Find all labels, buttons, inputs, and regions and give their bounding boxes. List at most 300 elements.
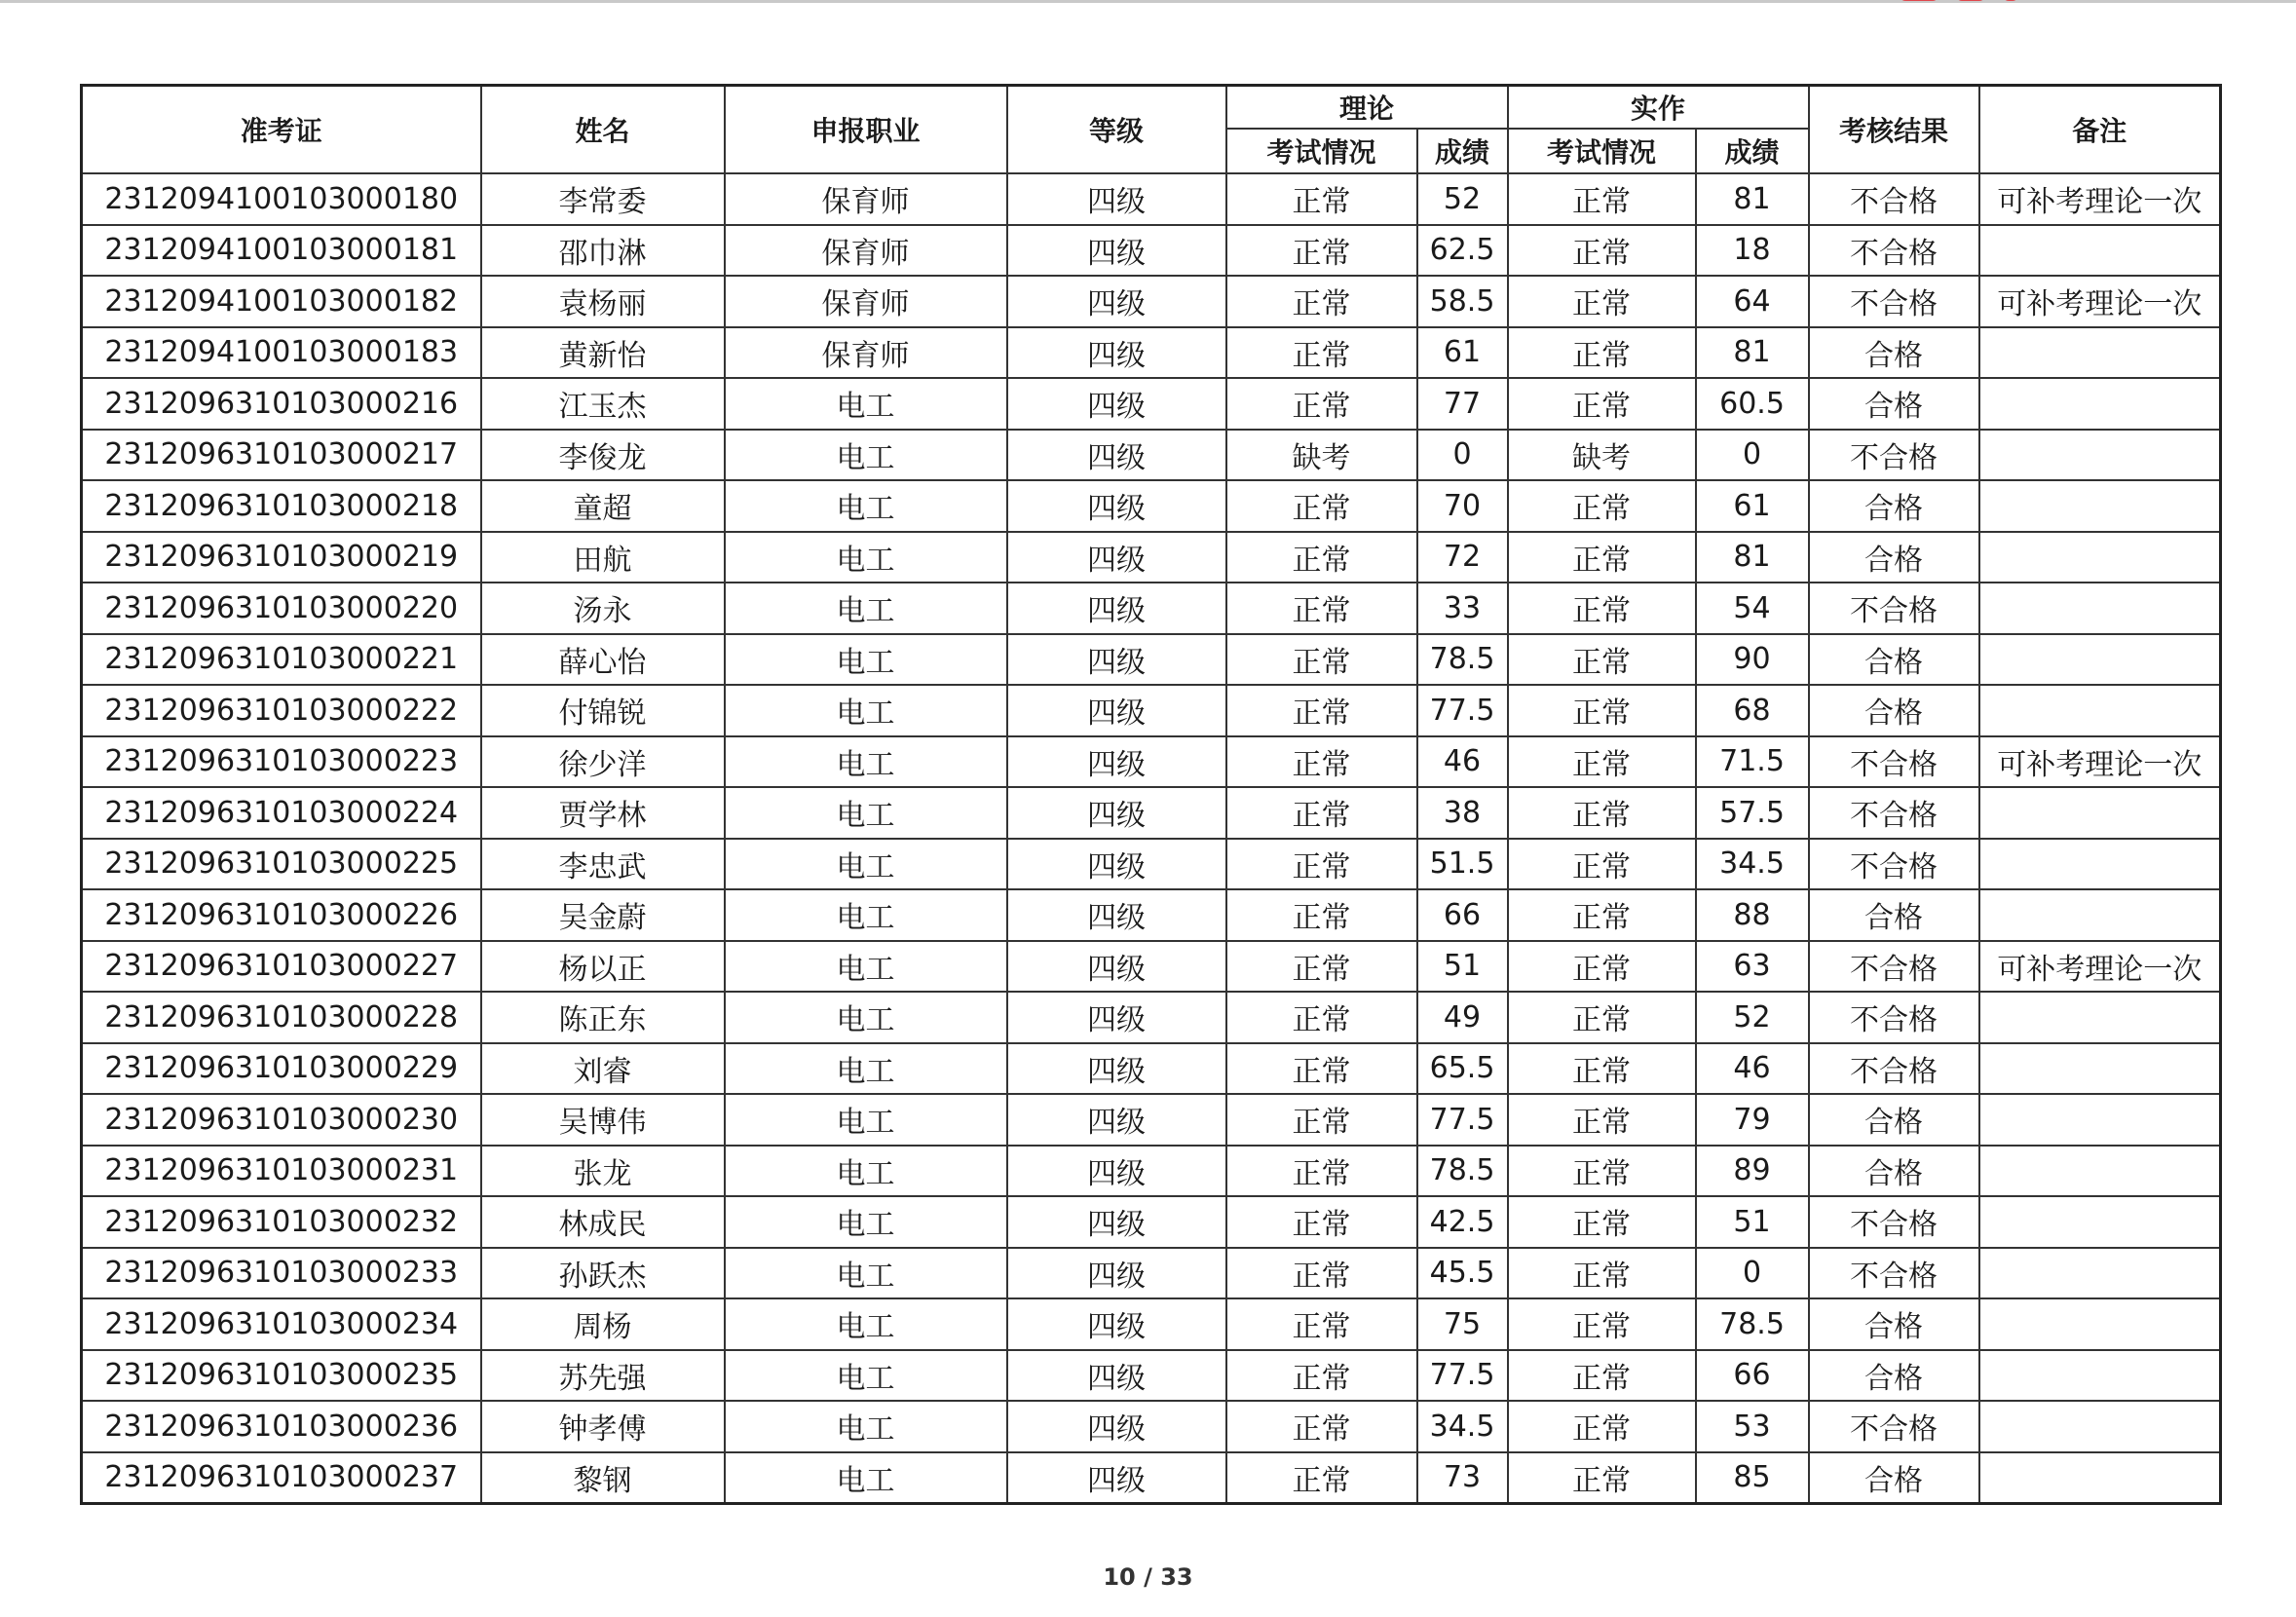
exam-results-table — [80, 84, 2222, 1505]
cell-theory-status: 正常 — [1226, 889, 1417, 941]
cell-theory-status: 正常 — [1226, 787, 1417, 839]
cell-theory-score: 34.5 — [1417, 1401, 1508, 1452]
cell-theory-status: 正常 — [1226, 480, 1417, 532]
cell-practical-status: 正常 — [1508, 1350, 1696, 1402]
cell-practical-status: 正常 — [1508, 1401, 1696, 1452]
cell-ticket: 2312096310103000221 — [82, 634, 481, 686]
cell-remark: 可补考理论一次 — [1979, 941, 2221, 993]
cell-practical-status: 正常 — [1508, 685, 1696, 736]
cell-name: 林成民 — [481, 1196, 725, 1248]
cell-result: 不合格 — [1809, 992, 1979, 1043]
header-remark: 备注 — [1979, 86, 2221, 174]
cell-level: 四级 — [1007, 736, 1226, 788]
cell-occupation: 电工 — [725, 634, 1007, 686]
cell-practical-score: 51 — [1696, 1196, 1809, 1248]
cell-name: 陈正东 — [481, 992, 725, 1043]
table-row — [82, 889, 2221, 941]
cell-result: 合格 — [1809, 1094, 1979, 1146]
cell-level: 四级 — [1007, 532, 1226, 583]
cell-ticket: 2312096310103000218 — [82, 480, 481, 532]
cell-result: 不合格 — [1809, 1196, 1979, 1248]
cell-ticket: 2312096310103000223 — [82, 736, 481, 788]
cell-occupation: 电工 — [725, 736, 1007, 788]
cell-remark — [1979, 1196, 2221, 1248]
table-row — [82, 992, 2221, 1043]
cell-occupation: 电工 — [725, 1043, 1007, 1095]
table-row — [82, 839, 2221, 890]
cell-remark — [1979, 1094, 2221, 1146]
cell-remark — [1979, 480, 2221, 532]
page-number: 10 / 33 — [1103, 1563, 1193, 1591]
table-row — [82, 225, 2221, 277]
cell-ticket: 2312096310103000225 — [82, 839, 481, 890]
header-theory: 理论 — [1226, 86, 1508, 130]
cell-theory-score: 45.5 — [1417, 1248, 1508, 1299]
cell-theory-status: 正常 — [1226, 1452, 1417, 1504]
cell-occupation: 电工 — [725, 1401, 1007, 1452]
cell-practical-status: 正常 — [1508, 225, 1696, 277]
cell-practical-status: 正常 — [1508, 634, 1696, 686]
cell-occupation: 电工 — [725, 685, 1007, 736]
cell-name: 吴金蔚 — [481, 889, 725, 941]
cell-name: 苏先强 — [481, 1350, 725, 1402]
cell-ticket: 2312096310103000222 — [82, 685, 481, 736]
cell-practical-status: 正常 — [1508, 787, 1696, 839]
cell-name: 江玉杰 — [481, 378, 725, 430]
table-header — [82, 86, 2221, 174]
cell-ticket: 2312096310103000234 — [82, 1298, 481, 1350]
cell-name: 周杨 — [481, 1298, 725, 1350]
cell-practical-score: 34.5 — [1696, 839, 1809, 890]
header-theory-score: 成绩 — [1417, 129, 1508, 173]
cell-practical-status: 缺考 — [1508, 430, 1696, 481]
cell-theory-status: 正常 — [1226, 173, 1417, 225]
cell-occupation: 保育师 — [725, 225, 1007, 277]
cell-theory-status: 正常 — [1226, 1298, 1417, 1350]
table-row — [82, 1401, 2221, 1452]
header-occupation: 申报职业 — [725, 86, 1007, 174]
cell-name: 汤永 — [481, 583, 725, 634]
cell-ticket: 2312096310103000236 — [82, 1401, 481, 1452]
cell-theory-score: 38 — [1417, 787, 1508, 839]
cell-level: 四级 — [1007, 1452, 1226, 1504]
cell-ticket: 2312096310103000235 — [82, 1350, 481, 1402]
cell-theory-score: 73 — [1417, 1452, 1508, 1504]
cell-practical-status: 正常 — [1508, 327, 1696, 379]
cell-level: 四级 — [1007, 787, 1226, 839]
cell-result: 不合格 — [1809, 1043, 1979, 1095]
cell-result: 合格 — [1809, 889, 1979, 941]
cell-occupation: 电工 — [725, 1350, 1007, 1402]
cell-practical-status: 正常 — [1508, 276, 1696, 327]
cell-result: 合格 — [1809, 634, 1979, 686]
cell-practical-score: 89 — [1696, 1146, 1809, 1197]
cell-theory-score: 77 — [1417, 378, 1508, 430]
cell-name: 黄新怡 — [481, 327, 725, 379]
cell-name: 张龙 — [481, 1146, 725, 1197]
table-row — [82, 787, 2221, 839]
cell-ticket: 2312096310103000232 — [82, 1196, 481, 1248]
cell-level: 四级 — [1007, 327, 1226, 379]
cell-level: 四级 — [1007, 430, 1226, 481]
cell-result: 合格 — [1809, 480, 1979, 532]
cell-occupation: 电工 — [725, 1248, 1007, 1299]
cell-practical-status: 正常 — [1508, 736, 1696, 788]
cell-result: 不合格 — [1809, 736, 1979, 788]
cell-level: 四级 — [1007, 889, 1226, 941]
cell-name: 童超 — [481, 480, 725, 532]
cell-name: 钟孝傅 — [481, 1401, 725, 1452]
cell-practical-status: 正常 — [1508, 1298, 1696, 1350]
cell-theory-status: 正常 — [1226, 1248, 1417, 1299]
cell-practical-score: 81 — [1696, 173, 1809, 225]
cell-occupation: 电工 — [725, 787, 1007, 839]
cell-practical-score: 18 — [1696, 225, 1809, 277]
cell-occupation: 保育师 — [725, 276, 1007, 327]
cell-practical-score: 79 — [1696, 1094, 1809, 1146]
cell-theory-status: 正常 — [1226, 839, 1417, 890]
cell-result: 不合格 — [1809, 173, 1979, 225]
cell-practical-status: 正常 — [1508, 1196, 1696, 1248]
cell-practical-status: 正常 — [1508, 889, 1696, 941]
cell-result: 不合格 — [1809, 276, 1979, 327]
cell-theory-score: 66 — [1417, 889, 1508, 941]
cell-theory-score: 51 — [1417, 941, 1508, 993]
cell-remark — [1979, 889, 2221, 941]
table-row — [82, 1043, 2221, 1095]
cell-ticket: 2312096310103000227 — [82, 941, 481, 993]
cell-occupation: 电工 — [725, 1146, 1007, 1197]
cell-ticket: 2312096310103000231 — [82, 1146, 481, 1197]
cell-theory-score: 46 — [1417, 736, 1508, 788]
table-row — [82, 634, 2221, 686]
cell-level: 四级 — [1007, 1248, 1226, 1299]
cell-remark — [1979, 1146, 2221, 1197]
table-row — [82, 1248, 2221, 1299]
cell-occupation: 电工 — [725, 941, 1007, 993]
cell-level: 四级 — [1007, 480, 1226, 532]
cell-theory-status: 正常 — [1226, 1094, 1417, 1146]
cell-name: 袁杨丽 — [481, 276, 725, 327]
cell-theory-status: 正常 — [1226, 634, 1417, 686]
cell-ticket: 2312094100103000182 — [82, 276, 481, 327]
cell-practical-status: 正常 — [1508, 173, 1696, 225]
cell-practical-status: 正常 — [1508, 1452, 1696, 1504]
cell-theory-score: 75 — [1417, 1298, 1508, 1350]
header-practical-score: 成绩 — [1696, 129, 1809, 173]
cell-level: 四级 — [1007, 1146, 1226, 1197]
cell-theory-score: 51.5 — [1417, 839, 1508, 890]
cell-name: 李常委 — [481, 173, 725, 225]
cell-result: 不合格 — [1809, 1248, 1979, 1299]
cell-remark — [1979, 1043, 2221, 1095]
cell-theory-score: 42.5 — [1417, 1196, 1508, 1248]
cell-name: 邵巾淋 — [481, 225, 725, 277]
table-row — [82, 173, 2221, 225]
table-row — [82, 1094, 2221, 1146]
cell-level: 四级 — [1007, 634, 1226, 686]
cell-name: 徐少洋 — [481, 736, 725, 788]
cell-occupation: 电工 — [725, 1094, 1007, 1146]
cell-theory-score: 77.5 — [1417, 685, 1508, 736]
cell-theory-status: 正常 — [1226, 327, 1417, 379]
cell-remark — [1979, 1350, 2221, 1402]
cell-theory-score: 78.5 — [1417, 1146, 1508, 1197]
cell-name: 李忠武 — [481, 839, 725, 890]
table-row — [82, 378, 2221, 430]
cell-ticket: 2312096310103000217 — [82, 430, 481, 481]
cell-theory-score: 77.5 — [1417, 1350, 1508, 1402]
cell-practical-status: 正常 — [1508, 583, 1696, 634]
table-row — [82, 532, 2221, 583]
cell-result: 合格 — [1809, 1452, 1979, 1504]
cell-theory-status: 正常 — [1226, 1146, 1417, 1197]
cell-theory-score: 0 — [1417, 430, 1508, 481]
cell-remark — [1979, 583, 2221, 634]
table-row — [82, 1452, 2221, 1504]
cell-occupation: 电工 — [725, 1298, 1007, 1350]
cell-theory-status: 正常 — [1226, 941, 1417, 993]
cell-occupation: 电工 — [725, 480, 1007, 532]
cell-ticket: 2312096310103000226 — [82, 889, 481, 941]
header-ticket: 准考证 — [82, 86, 481, 174]
cell-remark — [1979, 1298, 2221, 1350]
cell-theory-score: 52 — [1417, 173, 1508, 225]
cell-theory-status: 正常 — [1226, 685, 1417, 736]
cell-level: 四级 — [1007, 1043, 1226, 1095]
table-row — [82, 1350, 2221, 1402]
cell-level: 四级 — [1007, 583, 1226, 634]
cell-practical-score: 0 — [1696, 430, 1809, 481]
cell-remark — [1979, 1248, 2221, 1299]
cell-level: 四级 — [1007, 839, 1226, 890]
cell-remark — [1979, 327, 2221, 379]
cell-practical-status: 正常 — [1508, 839, 1696, 890]
cell-practical-score: 60.5 — [1696, 378, 1809, 430]
cell-practical-status: 正常 — [1508, 941, 1696, 993]
cell-theory-status: 缺考 — [1226, 430, 1417, 481]
cell-result: 合格 — [1809, 1350, 1979, 1402]
cell-theory-score: 72 — [1417, 532, 1508, 583]
cell-ticket: 2312096310103000237 — [82, 1452, 481, 1504]
cell-result: 不合格 — [1809, 430, 1979, 481]
cell-ticket: 2312096310103000228 — [82, 992, 481, 1043]
cell-practical-score: 46 — [1696, 1043, 1809, 1095]
cell-name: 贾学林 — [481, 787, 725, 839]
table-row — [82, 941, 2221, 993]
cell-name: 吴博伟 — [481, 1094, 725, 1146]
cell-name: 杨以正 — [481, 941, 725, 993]
cell-theory-score: 49 — [1417, 992, 1508, 1043]
cell-level: 四级 — [1007, 1094, 1226, 1146]
cell-practical-score: 66 — [1696, 1350, 1809, 1402]
table-row — [82, 736, 2221, 788]
header-result: 考核结果 — [1809, 86, 1979, 174]
table-row — [82, 480, 2221, 532]
cell-practical-score: 81 — [1696, 327, 1809, 379]
cell-practical-score: 52 — [1696, 992, 1809, 1043]
cell-remark — [1979, 430, 2221, 481]
cell-theory-score: 58.5 — [1417, 276, 1508, 327]
table-row — [82, 430, 2221, 481]
cell-result: 不合格 — [1809, 839, 1979, 890]
cell-theory-score: 78.5 — [1417, 634, 1508, 686]
cell-level: 四级 — [1007, 1298, 1226, 1350]
cell-remark — [1979, 225, 2221, 277]
cell-theory-status: 正常 — [1226, 1196, 1417, 1248]
cell-practical-score: 0 — [1696, 1248, 1809, 1299]
cell-practical-score: 68 — [1696, 685, 1809, 736]
cell-practical-score: 57.5 — [1696, 787, 1809, 839]
red-stamp-fragment — [1900, 0, 2036, 10]
cell-theory-status: 正常 — [1226, 583, 1417, 634]
cell-ticket: 2312096310103000220 — [82, 583, 481, 634]
cell-ticket: 2312096310103000229 — [82, 1043, 481, 1095]
cell-remark — [1979, 685, 2221, 736]
cell-level: 四级 — [1007, 1350, 1226, 1402]
cell-name: 田航 — [481, 532, 725, 583]
cell-level: 四级 — [1007, 173, 1226, 225]
cell-remark: 可补考理论一次 — [1979, 276, 2221, 327]
cell-practical-score: 81 — [1696, 532, 1809, 583]
cell-theory-status: 正常 — [1226, 1043, 1417, 1095]
cell-theory-status: 正常 — [1226, 992, 1417, 1043]
cell-theory-score: 33 — [1417, 583, 1508, 634]
cell-occupation: 电工 — [725, 889, 1007, 941]
cell-practical-score: 53 — [1696, 1401, 1809, 1452]
cell-theory-score: 65.5 — [1417, 1043, 1508, 1095]
cell-occupation: 电工 — [725, 839, 1007, 890]
cell-practical-status: 正常 — [1508, 1094, 1696, 1146]
cell-result: 合格 — [1809, 1146, 1979, 1197]
cell-level: 四级 — [1007, 225, 1226, 277]
cell-remark: 可补考理论一次 — [1979, 736, 2221, 788]
cell-name: 刘睿 — [481, 1043, 725, 1095]
cell-practical-status: 正常 — [1508, 1146, 1696, 1197]
cell-level: 四级 — [1007, 992, 1226, 1043]
cell-theory-status: 正常 — [1226, 225, 1417, 277]
cell-occupation: 电工 — [725, 992, 1007, 1043]
table-row — [82, 685, 2221, 736]
cell-practical-score: 61 — [1696, 480, 1809, 532]
cell-result: 不合格 — [1809, 225, 1979, 277]
cell-practical-status: 正常 — [1508, 992, 1696, 1043]
cell-occupation: 电工 — [725, 532, 1007, 583]
cell-result: 合格 — [1809, 685, 1979, 736]
cell-practical-status: 正常 — [1508, 532, 1696, 583]
cell-result: 不合格 — [1809, 1401, 1979, 1452]
cell-level: 四级 — [1007, 276, 1226, 327]
cell-occupation: 保育师 — [725, 173, 1007, 225]
table-row — [82, 327, 2221, 379]
cell-ticket: 2312096310103000233 — [82, 1248, 481, 1299]
cell-occupation: 电工 — [725, 1196, 1007, 1248]
cell-theory-score: 62.5 — [1417, 225, 1508, 277]
cell-level: 四级 — [1007, 1401, 1226, 1452]
cell-result: 合格 — [1809, 532, 1979, 583]
table-body — [82, 173, 2221, 1504]
cell-practical-score: 64 — [1696, 276, 1809, 327]
table-row — [82, 583, 2221, 634]
cell-remark — [1979, 787, 2221, 839]
cell-practical-score: 85 — [1696, 1452, 1809, 1504]
cell-remark — [1979, 634, 2221, 686]
cell-theory-score: 61 — [1417, 327, 1508, 379]
cell-practical-score: 54 — [1696, 583, 1809, 634]
cell-occupation: 电工 — [725, 583, 1007, 634]
cell-practical-status: 正常 — [1508, 1248, 1696, 1299]
cell-practical-score: 78.5 — [1696, 1298, 1809, 1350]
cell-remark — [1979, 839, 2221, 890]
cell-practical-score: 90 — [1696, 634, 1809, 686]
cell-remark — [1979, 532, 2221, 583]
cell-remark: 可补考理论一次 — [1979, 173, 2221, 225]
table-row — [82, 276, 2221, 327]
cell-practical-score: 63 — [1696, 941, 1809, 993]
cell-ticket: 2312094100103000183 — [82, 327, 481, 379]
cell-result: 不合格 — [1809, 787, 1979, 839]
header-level: 等级 — [1007, 86, 1226, 174]
cell-ticket: 2312094100103000181 — [82, 225, 481, 277]
cell-level: 四级 — [1007, 685, 1226, 736]
cell-theory-status: 正常 — [1226, 378, 1417, 430]
cell-occupation: 保育师 — [725, 327, 1007, 379]
cell-name: 薛心怡 — [481, 634, 725, 686]
cell-name: 黎钢 — [481, 1452, 725, 1504]
cell-ticket: 2312096310103000216 — [82, 378, 481, 430]
table-row — [82, 1298, 2221, 1350]
cell-theory-status: 正常 — [1226, 1350, 1417, 1402]
cell-theory-status: 正常 — [1226, 532, 1417, 583]
cell-practical-status: 正常 — [1508, 378, 1696, 430]
cell-level: 四级 — [1007, 378, 1226, 430]
results-table-container — [80, 84, 2219, 1505]
cell-remark — [1979, 1401, 2221, 1452]
cell-remark — [1979, 992, 2221, 1043]
cell-name: 付锦锐 — [481, 685, 725, 736]
cell-occupation: 电工 — [725, 1452, 1007, 1504]
cell-result: 合格 — [1809, 327, 1979, 379]
cell-result: 不合格 — [1809, 583, 1979, 634]
cell-practical-status: 正常 — [1508, 480, 1696, 532]
cell-remark — [1979, 1452, 2221, 1504]
cell-ticket: 2312096310103000230 — [82, 1094, 481, 1146]
cell-ticket: 2312094100103000180 — [82, 173, 481, 225]
cell-remark — [1979, 378, 2221, 430]
cell-theory-status: 正常 — [1226, 276, 1417, 327]
cell-name: 李俊龙 — [481, 430, 725, 481]
cell-theory-status: 正常 — [1226, 1401, 1417, 1452]
cell-ticket: 2312096310103000219 — [82, 532, 481, 583]
cell-result: 不合格 — [1809, 941, 1979, 993]
cell-practical-status: 正常 — [1508, 1043, 1696, 1095]
cell-result: 合格 — [1809, 378, 1979, 430]
header-practical: 实作 — [1508, 86, 1809, 130]
table-row — [82, 1146, 2221, 1197]
cell-practical-score: 71.5 — [1696, 736, 1809, 788]
header-theory-status: 考试情况 — [1226, 129, 1417, 173]
cell-theory-score: 77.5 — [1417, 1094, 1508, 1146]
table-row — [82, 1196, 2221, 1248]
cell-occupation: 电工 — [725, 430, 1007, 481]
cell-ticket: 2312096310103000224 — [82, 787, 481, 839]
header-name: 姓名 — [481, 86, 725, 174]
cell-level: 四级 — [1007, 941, 1226, 993]
cell-name: 孙跃杰 — [481, 1248, 725, 1299]
cell-theory-status: 正常 — [1226, 736, 1417, 788]
cell-result: 合格 — [1809, 1298, 1979, 1350]
cell-practical-score: 88 — [1696, 889, 1809, 941]
